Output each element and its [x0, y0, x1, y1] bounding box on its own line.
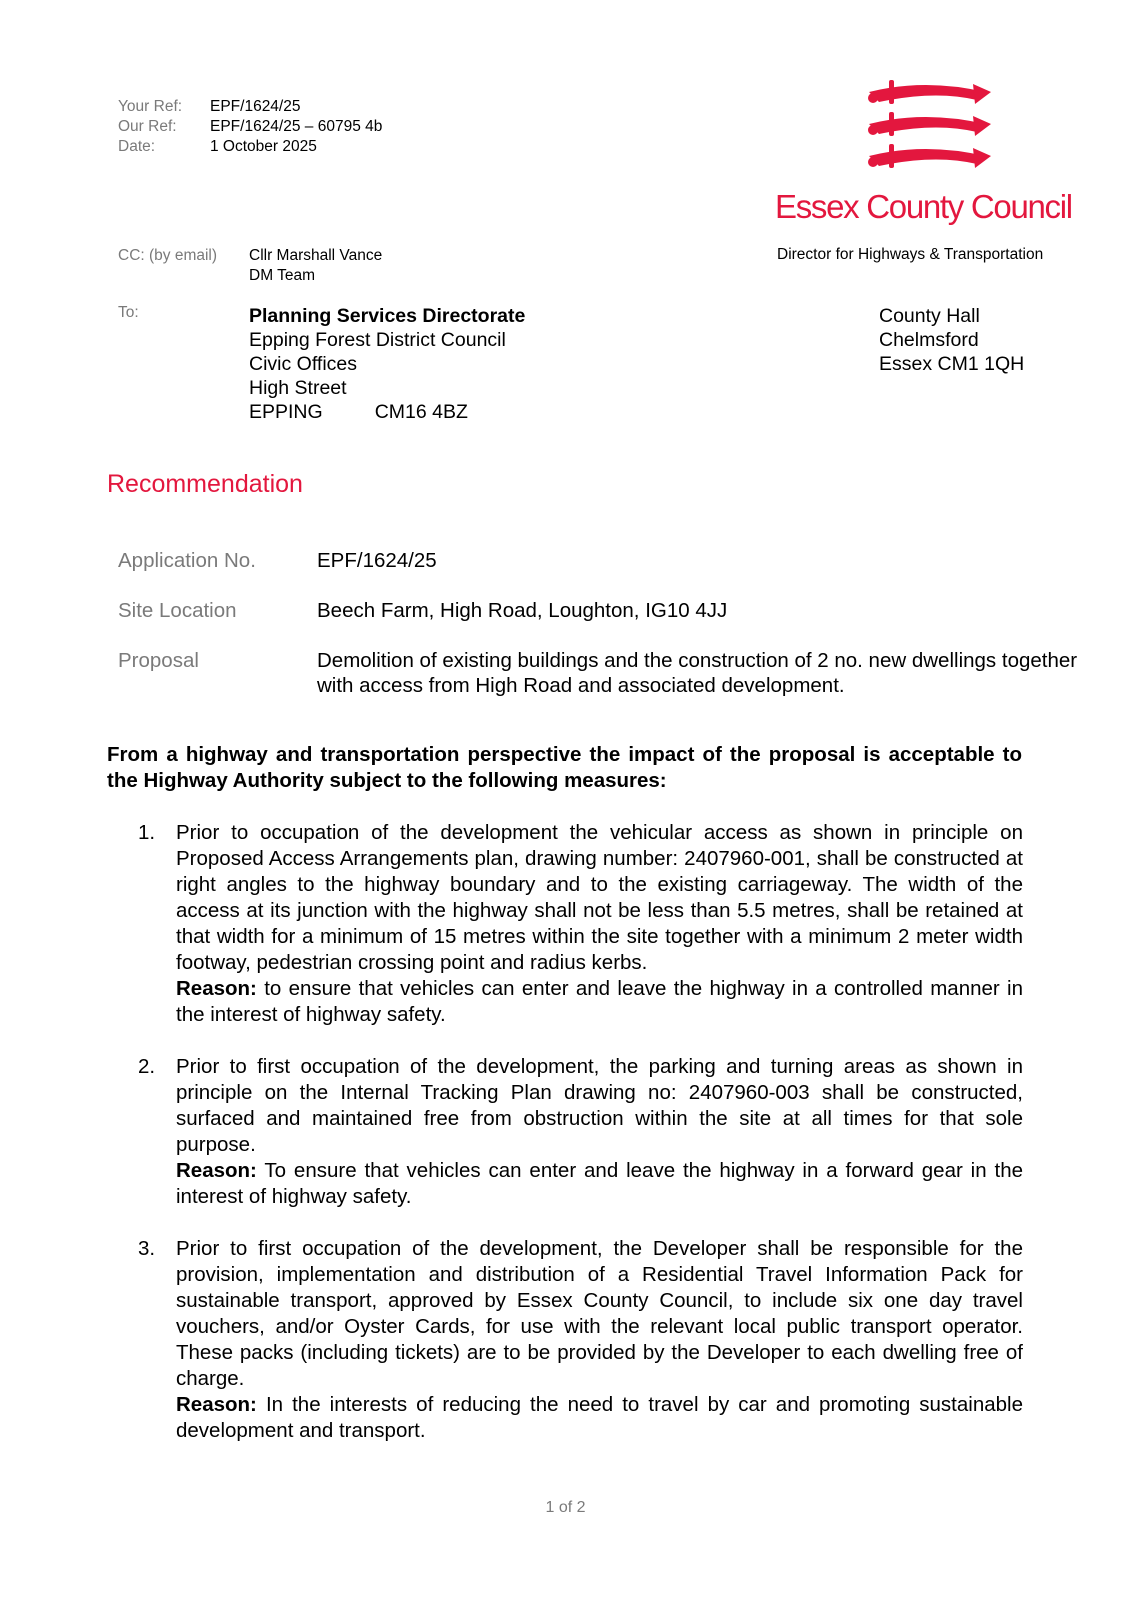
date-value: 1 October 2025 [210, 138, 317, 155]
condition-number: 3. [138, 1237, 156, 1260]
our-ref-value: EPF/1624/25 – 60795 4b [210, 118, 383, 135]
condition-body [176, 1054, 1023, 1210]
condition-reason [176, 1158, 1023, 1210]
site-location-row [118, 598, 1097, 623]
condition-text: Prior to first occupation of the development, the parking and turning areas as shown in principle on the Internal Tracking Plan drawing no: 2407960-003 shall be constructed, surfaced and maintained free from obstruction within the site at all times for that sole purpose. [176, 1055, 1023, 1156]
application-details [118, 548, 1097, 723]
date-label: Date: [118, 138, 156, 155]
logo-wordmark: Essex County Council [775, 188, 1072, 225]
sender-address [879, 304, 1024, 376]
reason-text: To ensure that vehicles can enter and leave the highway in a forward gear in the interest of highway safety. [176, 1159, 1024, 1208]
condition-number: 1. [138, 821, 156, 844]
essex-county-council-logo [775, 78, 1087, 226]
our-ref-row [118, 117, 382, 137]
recipient-line: Civic Offices [249, 353, 357, 375]
condition-number: 2. [138, 1055, 156, 1078]
to-block [118, 304, 525, 424]
recipient-line: High Street [249, 377, 347, 399]
condition-reason [176, 1392, 1023, 1444]
condition-text: Prior to occupation of the development the vehicular access as shown in principle on Proposed Access Arrangements plan, drawing number: 2407960-001, shall be constructed at right angles to the highway boundary and to the existing carriageway. The width of the access at its junction with the highway shall not be less than 5.5 metres, shall be retained at that width for a minimum of 15 metres within the site together with a minimum 2 meter width footway, pedestrian crossing point and radius kerbs. [176, 821, 1023, 974]
recipient-town-line [249, 400, 525, 424]
condition-item [138, 1054, 1023, 1210]
application-number-label: Application No. [118, 549, 256, 572]
recipient-line: Planning Services Directorate [249, 305, 526, 327]
reason-text: to ensure that vehicles can enter and leave the highway in a controlled manner in the interest of highway safety. [176, 977, 1023, 1026]
cc-recipient: DM Team [249, 266, 316, 284]
proposal-label: Proposal [118, 649, 199, 672]
reason-text: In the interests of reducing the need to travel by car and promoting sustainable development and transport. [176, 1393, 1023, 1442]
intro-statement: From a highway and transportation perspective the impact of the proposal is acceptable to the Highway Authority subject to the following measures: [107, 743, 1022, 792]
site-location-value: Beech Farm, High Road, Loughton, IG10 4JJ [317, 599, 728, 622]
cc-block [118, 246, 382, 285]
recipient-postcode: CM16 4BZ [374, 401, 468, 423]
cc-label: CC: (by email) [118, 247, 218, 264]
seaxes-emblem-icon [865, 78, 995, 178]
page-number: 1 of 2 [545, 1499, 586, 1516]
site-location-label: Site Location [118, 599, 237, 622]
condition-item [138, 820, 1023, 1028]
cc-recipients [249, 246, 382, 285]
reason-label: Reason: [176, 977, 257, 1000]
condition-item [138, 1236, 1023, 1444]
sender-line: Essex CM1 1QH [879, 353, 1025, 375]
sender-line: County Hall [879, 305, 980, 327]
proposal-row [118, 648, 1097, 698]
condition-body [176, 1236, 1023, 1444]
recipient-address [249, 304, 525, 424]
application-number-row [118, 548, 1097, 573]
reference-block [118, 97, 382, 157]
our-ref-label: Our Ref: [118, 118, 177, 135]
your-ref-value: EPF/1624/25 [210, 98, 301, 115]
conditions-list [138, 820, 1023, 1470]
condition-text: Prior to first occupation of the development, the Developer shall be responsible for the provision, implementation and distribution of a Residential Travel Information Pack for sustainable transport, approved by Essex County Council, to include six one day travel vouchers, and/or Oyster Cards, for use with the relevant local public transport operator. These packs (including tickets) are to be provided by the Developer to each dwelling free of charge. [176, 1237, 1023, 1390]
condition-body [176, 820, 1023, 1028]
reason-label: Reason: [176, 1393, 257, 1416]
director-title: Director for Highways & Transportation [777, 246, 1044, 263]
proposal-value: Demolition of existing buildings and the construction of 2 no. new dwellings together with access from High Road and associated development. [317, 649, 1078, 697]
application-number-value: EPF/1624/25 [317, 549, 437, 572]
cc-recipient: Cllr Marshall Vance [249, 247, 383, 264]
your-ref-row [118, 97, 382, 117]
recipient-town: EPPING [249, 401, 323, 423]
to-label: To: [118, 304, 139, 321]
recommendation-heading: Recommendation [107, 470, 303, 498]
date-row [118, 137, 382, 157]
recipient-line: Epping Forest District Council [249, 329, 506, 351]
sender-line: Chelmsford [879, 329, 979, 351]
reason-label: Reason: [176, 1159, 257, 1182]
condition-reason [176, 976, 1023, 1028]
your-ref-label: Your Ref: [118, 98, 183, 115]
